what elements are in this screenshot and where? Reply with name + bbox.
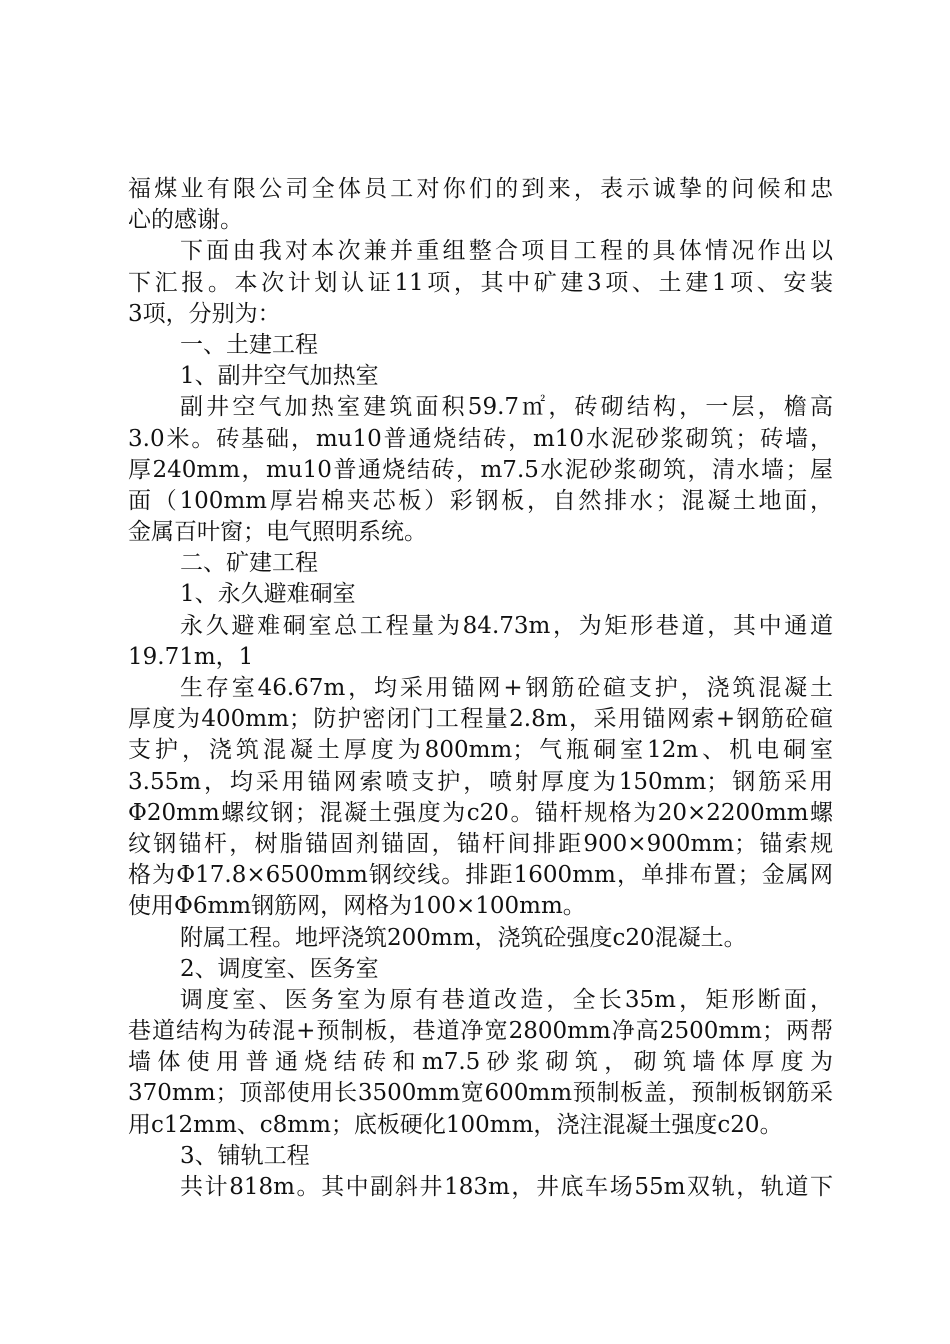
text-line: 下面由我对本次兼并重组整合项目工程的具体情况作出以: [180, 238, 833, 265]
text-line: 3.55m，均采用锚网索喷支护，喷射厚度为150mm；钢筋采用: [128, 768, 833, 795]
text-line: 厚度为400mm；防护密闭门工程量2.8m，采用锚网索+钢筋砼碹: [128, 706, 833, 733]
text-line: 永久避难硐室总工程量为84.73m，为矩形巷道，其中通道: [180, 612, 833, 639]
text-line: 调度室、医务室为原有巷道改造，全长35m，矩形断面，: [180, 986, 833, 1013]
text-line: 金属百叶窗；电气照明系统。: [128, 519, 427, 546]
text-line: Φ20mm螺纹钢；混凝土强度为c20。锚杆规格为20×2200mm螺: [128, 799, 833, 826]
text-line: 3项，分别为：: [128, 300, 281, 327]
text-line: 巷道结构为砖混+预制板，巷道净宽2800mm净高2500mm；两帮: [128, 1018, 833, 1045]
text-line: 格为Φ17.8×6500mm钢绞线。排距1600mm，单排布置；金属网: [128, 862, 833, 889]
text-line: 福煤业有限公司全体员工对你们的到来，表示诚挚的问候和忠: [128, 176, 833, 202]
text-line: 副井空气加热室建筑面积59.7㎡，砖砌结构，一层，檐高: [180, 394, 833, 421]
text-line: 1、永久避难硐室: [180, 581, 356, 608]
text-line: 墙体使用普通烧结砖和m7.5砂浆砌筑，砌筑墙体厚度为: [128, 1049, 833, 1076]
text-line: 厚240mm，mu10普通烧结砖，m7.5水泥砂浆砌筑，清水墙；屋: [128, 456, 833, 483]
text-line: 共计818m。其中副斜井183m，井底车场55m双轨，轨道下: [180, 1174, 833, 1200]
text-line: 使用Φ6mm钢筋网，网格为100×100mm。: [128, 893, 586, 920]
text-line: 19.71m，1: [128, 643, 254, 670]
document-body: [128, 174, 833, 1203]
text-line: 370mm；顶部使用长3500mm宽600mm预制板盖，预制板钢筋采: [128, 1080, 833, 1107]
text-line: 2、调度室、医务室: [180, 955, 379, 982]
text-line: 二、矿建工程: [180, 550, 318, 577]
text-line: 支护，浇筑混凝土厚度为800mm；气瓶硐室12m、机电硐室: [128, 737, 833, 764]
text-line: 下汇报。本次计划认证11项，其中矿建3项、土建1项、安装: [128, 269, 833, 296]
text-line: 生存室46.67m，均采用锚网+钢筋砼碹支护，浇筑混凝土: [180, 675, 833, 701]
text-line: 心的感谢。: [128, 207, 243, 234]
text-line: 1、副井空气加热室: [180, 363, 379, 390]
text-line: 附属工程。地坪浇筑200mm，浇筑砼强度c20混凝土。: [180, 924, 747, 951]
text-line: 用c12mm、c8mm；底板硬化100mm，浇注混凝土强度c20。: [128, 1111, 783, 1138]
text-line: 面（100mm厚岩棉夹芯板）彩钢板，自然排水；混凝土地面，: [128, 487, 833, 514]
text-line: 纹钢锚杆，树脂锚固剂锚固，锚杆间排距900×900mm；锚索规: [128, 830, 833, 857]
text-line: 一、土建工程: [180, 331, 318, 358]
text-line: 3、铺轨工程: [180, 1142, 310, 1169]
text-line: 3.0米。砖基础，mu10普通烧结砖，m10水泥砂浆砌筑；砖墙，: [128, 425, 833, 452]
